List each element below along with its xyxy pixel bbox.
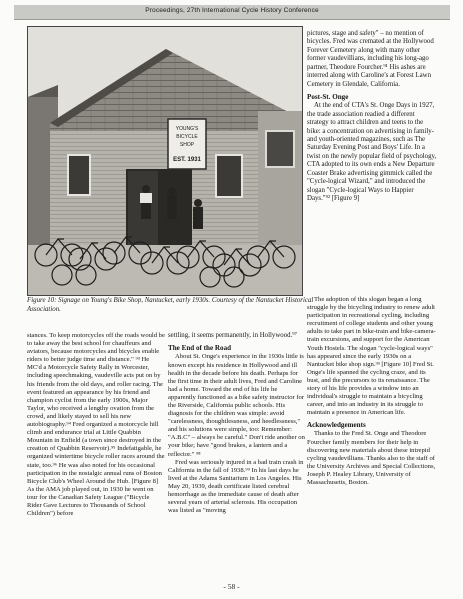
shop-sign-line-2: BICYCLE (176, 134, 198, 140)
column-middle (168, 332, 305, 515)
shop-sign-line-3: SHOP (179, 142, 195, 148)
column-right-bottom (307, 296, 437, 487)
right-bottom-paragraph-1: The adoption of this slogan began a long struggle by the bicycling industry to renew adult participation in recreational cycling, including recruitment of college students and other young adults to take part in bike-train and bike-camera-train excursions, and support for the American Youth Hostels. The slogan "cycle-logical ways" has appeared since the early 1930s on a Nantucket bike shop sign.⁹³ [Figure 10] Fred St. Onge's life spanned the cycling craze, and its bust, and the precursors to its renaissance. The story of his life provides a window into an individual's struggle to maintain a bicycling career, and into an industry in its struggle to maintain a presence in American life. (307, 296, 436, 417)
right-top-paragraph-2: At the end of CTA's St. Onge Days in 1927, the trade association readied a different strategy to attract children and teens to the bike: a concentration on advertising in family- and youth-oriented magazines, such as The Saturday Evening Post and Boys' Life. In a twist on the newly popular field of psychology, CTA adopted to its own ends a New Departure Coaster Brake advertising gimmick called the "Cycle-logical Wizard," and introduced the slogan "Cycle-logical Ways to Happier Days."⁹² [Figure 9] (307, 102, 437, 203)
column-right-top (307, 30, 437, 204)
column-left (27, 332, 165, 518)
left-paragraph-1: stances. To keep motorcycles off the roads would be to take away the best school for chauffeurs and aviators, because motorcycles and bicycles enable riders to better judge time and distance." ⁹³ He MC'd a Motorcycle Safety Rally in Worcester, including speechmaking, vaudeville acts put on by his friends from the old days, and roller racing. The event featured an appearance by his friend and champion cyclist from the early 1900s, Major Taylor, who received a lengthy ovation from the crowd, and likely stayed to sell his new autobiography.⁹⁴ Fred organized a motorcycle hill climb and endurance trial at Little Quabbin Mountain in Enfield (a town since destroyed in the creation of Quabbin Reservoir).⁹⁵ Indefatigable, he organized wintertime bicycle roller races around the state, too.⁹⁶ He was also noted for his occasional participation in the nostalgic annual runs of Boston Bicycle Club's Wheel Around the Hub. [Figure 8] As the AMA job played out, in 1930 he went on tour for the Canadian Safety League ("Bicycle Rider Gave Lectures to Thousands of School Children") before (27, 332, 165, 518)
section-heading-post-st-onge: Post-St. Onge (307, 93, 349, 102)
shop-sign-line-4: EST. 1931 (173, 157, 201, 163)
shop-sign-line-1: YOUNG'S (175, 126, 199, 132)
figure-photo (27, 26, 303, 296)
middle-paragraph-2: About St. Onge's experience in the 1930s little is known except his residence in Hollywood and ill health in the decade before his death. Perhaps for the first time in their adult lives, Fred and Caroline had a home. Toward the end of his life he apparently functioned as a bike safety instructor for the Riverside, California public schools. His diagnosis for the children was simple: avoid "carelessness, thoughtlessness, and heedlessness," and his solutions were simple, too: Remember: "A.B.C" – always be careful." Don't ride another on your bike; have "good brakes, a lantern and a reflector." ⁹⁸ (168, 353, 305, 458)
right-top-paragraph-1: pictures, stage and safety" – no mention of bicycles. Fred was cremated at the Hollywood Forever Cemetery along with many other former vaudevillians, including his long-ago partner, Theodore Fourcher.⁹¹ His ashes are interred along with Caroline's at Forest Lawn Cemetery in Glendale, California. (307, 30, 434, 88)
running-header-title: Proceedings, 27th International Cycle History Conference (145, 7, 319, 14)
page-number: - 58 - (223, 582, 240, 591)
middle-paragraph-1: settling, it seems permanently, in Hollywood.⁹⁷ (168, 332, 298, 339)
middle-paragraph-3: Fred was seriously injured in a bad train crash in California in the fall of 1938.⁹⁹ In his last days he lived at the Adams Sanitarium in Los Angeles. His May 20, 1939, death certificate listed cerebral hemorrhage as the immediate cause of death after several years of arterial sclerosis. His occupation was listed as "moving (168, 458, 304, 515)
running-header (14, 5, 450, 20)
bike-shop-photograph (28, 27, 302, 295)
section-heading-end-of-road: The End of the Road (168, 344, 232, 353)
figure-caption: Figure 10: Signage on Young's Bike Shop, Nantucket, early 1930s. Courtesy of the Nantucket Historical Association. (27, 297, 314, 313)
section-heading-acknowledgements: Acknowledgements (307, 421, 366, 430)
right-bottom-paragraph-2: Thanks to the Fred St. Onge and Theodore Fourcher family members for their help in discovering new materials about these intrepid cycling vaudevillians. Thanks also to the staff of the University Archives and Special Collections, Joseph P. Healey Library, University of Massachusetts, Boston. (307, 430, 436, 486)
